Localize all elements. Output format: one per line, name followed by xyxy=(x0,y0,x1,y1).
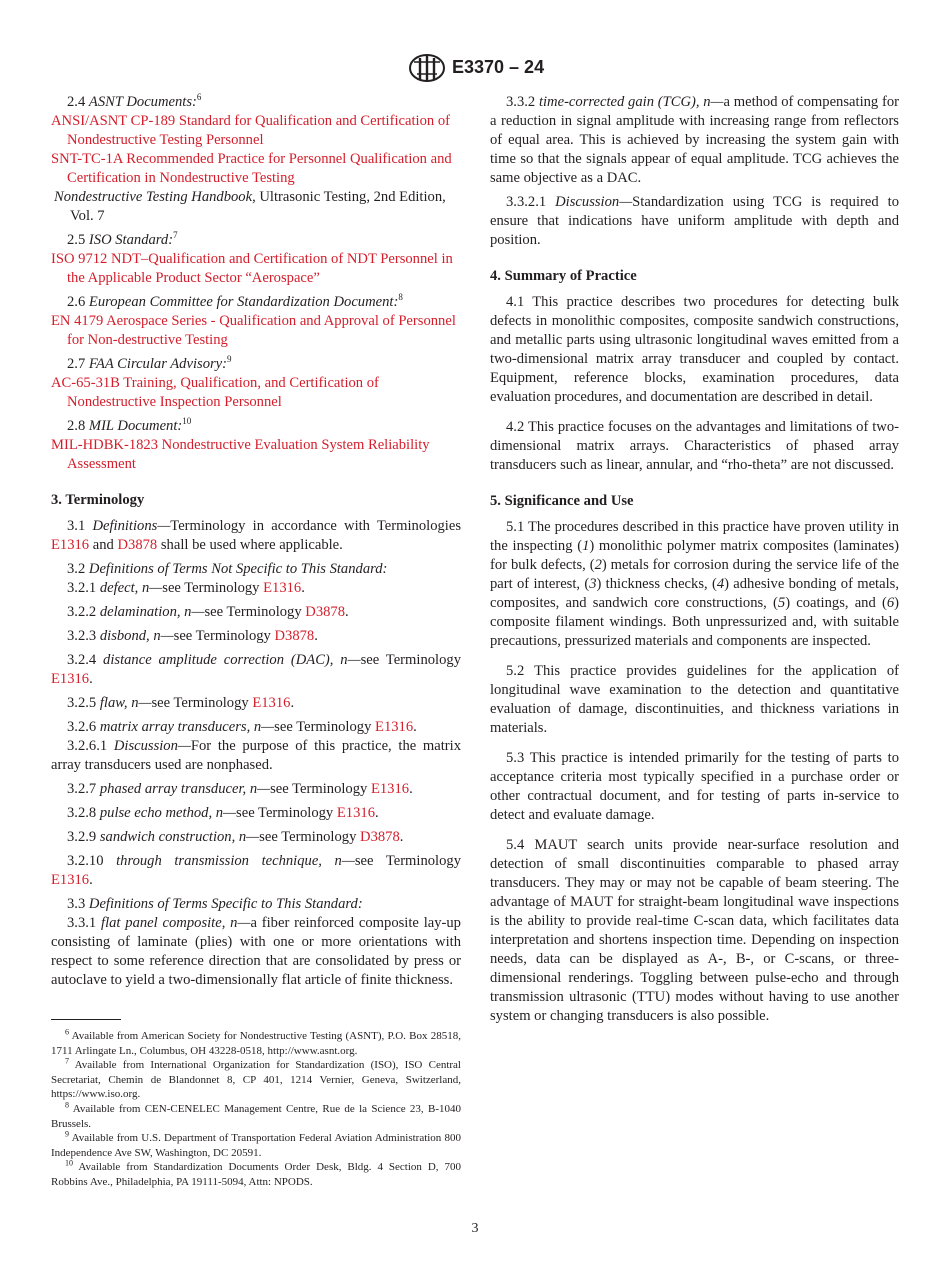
term-matrix-array: 3.2.6 matrix array transducers, n—see Terminology E1316. xyxy=(67,719,417,735)
section-5-4: 5.4 MAUT search units provide near-surface resolution and detection of small discontinuities comparable to phased array transducers. They may or may not be capable of beam steering. The advantage of MAUT for straight-beam longitudinal wave inspections is the ability to provide real-time C-scan data, which facilitates data interpretation and shortens inspection time. Depending on inspection needs, data can be displayed as A-, B-, or C-scans, or three-dimensional renderings. Toggling between pulse-echo and through transmission ultrasonic (TTU) modes without having to use another system or changing transducers is also possible. xyxy=(490,837,900,1024)
e1316-link[interactable]: E1316 xyxy=(51,537,90,553)
d3878-link[interactable]: D3878 xyxy=(305,604,346,620)
ref-en-4179: EN 4179 Aerospace Series - Qualification and Approval of Personnel for Non-destructive Testing xyxy=(51,313,456,348)
term-flaw: 3.2.5 flaw, n—see Terminology E1316. xyxy=(67,695,295,711)
right-column xyxy=(490,93,899,1031)
ref-ndt-handbook: Nondestructive Testing Handbook, Ultrasonic Testing, 2nd Edition, Vol. 7 xyxy=(54,189,446,224)
footnote: $^8$ Available from CEN-CENELEC Management Centre, Rue de la Science 23, B-1040 Brussels. xyxy=(51,1100,461,1130)
ref-mil-hdbk-1823: MIL-HDBK-1823 Nondestructive Evaluation System Reliability Assessment xyxy=(51,437,430,472)
ref-ac-65-31b: AC-65-31B Training, Qualification, and Certification of Nondestructive Inspection Personnel xyxy=(51,375,379,410)
section-5-1: 5.1 The procedures described in this practice have proven utility in the inspecting (1) monolithic polymer matrix composites (laminates) for bulk defects, (2) metals for corrosion during the service life of the part of interest, (3) thickness checks, (4) adhesive bonding of metals, composites, and sandwich core constructions, (5) coatings, and (6) composite filament windings. Both unpressurized and, with suitable precautions, pressurized materials and components are inspected. xyxy=(490,519,899,649)
e1316-link[interactable]: E1316 xyxy=(263,580,302,596)
e1316-link[interactable]: E1316 xyxy=(375,719,414,735)
term-defect: 3.2.1 defect, n—see Terminology E1316. xyxy=(67,580,305,596)
e1316-link[interactable]: E1316 xyxy=(51,671,90,687)
section-2-5: 2.5 ISO Standard:$^7$ xyxy=(67,230,178,248)
cp189-link[interactable]: ANSI/ASNT CP-189 xyxy=(51,113,176,129)
term-dac: 3.2.4 distance amplitude correction (DAC), n—see Terminology E1316. xyxy=(51,652,461,687)
footnote: $^7$ Available from International Organization for Standardization (ISO), ISO Central Secretariat, Chemin de Blandonnet 8, CP 401, 1214 Vernier, Geneva, Switzerland, https://www.iso.org. xyxy=(51,1056,461,1101)
section-4-2: 4.2 This practice focuses on the advantages and limitations of two-dimensional matrix arrays. Characteristics of phased array transducers such as linear, annular, and “rho-theta” are not discussed. xyxy=(490,419,899,473)
section-3-1: 3.1 Definitions—Terminology in accordance with Terminologies E1316 and D3878 shall be used where applicable. xyxy=(51,518,461,553)
term-delamination: 3.2.2 delamination, n—see Terminology D3878. xyxy=(67,604,349,620)
term-tcg-discussion: 3.3.2.1 Discussion—Standardization using TCG is required to ensure that indications have uniform amplitude with depth and position. xyxy=(490,194,899,248)
section-2-8: 2.8 MIL Document:$^{10}$ xyxy=(67,416,192,434)
d3878-link[interactable]: D3878 xyxy=(117,537,158,553)
astm-logo-icon xyxy=(408,53,446,83)
iso-9712-link[interactable]: ISO 9712 xyxy=(51,251,108,267)
term-flat-panel: 3.3.1 flat panel composite, n—a fiber reinforced composite lay-up consisting of laminate (plies) with one or more orientations with respect to some reference direction that are consolidated by press or autoclave to yield a two-dimensionally flat article of finite thickness. xyxy=(51,915,461,988)
term-disbond: 3.2.3 disbond, n—see Terminology D3878. xyxy=(67,628,318,644)
ref-snt-tc-1a: SNT-TC-1A Recommended Practice for Personnel Qualification and Certification in Nondestructive Testing xyxy=(51,151,452,186)
e1316-link[interactable]: E1316 xyxy=(336,805,375,821)
d3878-link[interactable]: D3878 xyxy=(274,628,315,644)
ref-iso-9712: ISO 9712 NDT–Qualification and Certification of NDT Personnel in the Applicable Product Sector “Aerospace” xyxy=(51,251,453,286)
ref-cp189: ANSI/ASNT CP-189 Standard for Qualification and Certification of Nondestructive Testing Personnel xyxy=(51,113,450,148)
footnote-rule xyxy=(51,1019,121,1020)
section-5-3: 5.3 This practice is intended primarily for the testing of parts to acceptance criteria most typically specified in a purchase order or other contractual document, and for testing of parts in-service to detect and evaluate damage. xyxy=(490,750,899,823)
section-2-6: 2.6 European Committee for Standardization Document:$^8$ xyxy=(67,292,403,310)
section-2-7: 2.7 FAA Circular Advisory:$^9$ xyxy=(67,354,232,372)
term-sandwich: 3.2.9 sandwich construction, n—see Terminology D3878. xyxy=(67,829,404,845)
section-3-3: 3.3 Definitions of Terms Specific to This Standard: xyxy=(67,896,363,912)
section-5-heading: 5. Significance and Use xyxy=(490,493,634,509)
section-2-4: 2.4 ASNT Documents:$^6$ xyxy=(67,92,202,110)
footnote: $^9$ Available from U.S. Department of Transportation Federal Aviation Administration 800 Independence Ave SW, Washington, DC 20591. xyxy=(51,1129,461,1159)
e1316-link[interactable]: E1316 xyxy=(370,781,410,797)
footnotes xyxy=(51,1029,461,1190)
page-number: 3 xyxy=(471,1221,479,1236)
term-tcg: 3.3.2 time-corrected gain (TCG), n—a method of compensating for a reduction in signal amplitude with increasing range from reflectors of equal area. This is achieved by increasing the system gain with time so that the signals appear of equal amplitude. TCG achieves the same objective as a DAC. xyxy=(490,94,899,186)
mil-hdbk-1823-link[interactable]: MIL-HDBK-1823 xyxy=(51,437,159,453)
term-through-transmission: 3.2.10 through transmission technique, n—see Terminology E1316. xyxy=(51,853,461,888)
footnote: $^6$ Available from American Society for Nondestructive Testing (ASNT), P.O. Box 28518, 1711 Arlingate Ln., Columbus, OH 43228-0518, http://www.asnt.org. xyxy=(51,1027,461,1057)
d3878-link[interactable]: D3878 xyxy=(360,829,400,845)
document-id: E3370 – 24 xyxy=(452,57,545,77)
left-column xyxy=(51,93,461,995)
page-header xyxy=(0,57,950,87)
section-4-1: 4.1 This practice describes two procedures for detecting bulk defects in monolithic composites, composite sandwich constructions, and metallic parts using ultrasonic longitudinal waves emitted from a two-dimensional matrix array transducer and coupled by contact. Equipment, reference blocks, examination procedures, data evaluation procedures, and documentation are described in detail. xyxy=(490,294,899,405)
term-matrix-array-discussion: 3.2.6.1 Discussion—For the purpose of this practice, the matrix array transducers used are nonphased. xyxy=(51,738,461,773)
section-3-heading: 3. Terminology xyxy=(51,492,145,508)
section-4-heading: 4. Summary of Practice xyxy=(490,268,637,284)
en-4179-link[interactable]: EN 4179 xyxy=(51,313,104,329)
section-3-2: 3.2 Definitions of Terms Not Specific to This Standard: xyxy=(67,561,388,577)
snt-tc-1a-link[interactable]: SNT-TC-1A xyxy=(51,151,123,167)
term-phased-array: 3.2.7 phased array transducer, n—see Terminology E1316. xyxy=(67,781,413,797)
footnote: $^{10}$ Available from Standardization Documents Order Desk, Bldg. 4 Section D, 700 Robbins Ave., Philadelphia, PA 19111-5094, Attn: NPODS. xyxy=(51,1158,461,1188)
term-pulse-echo: 3.2.8 pulse echo method, n—see Terminology E1316. xyxy=(67,805,379,821)
ac-65-31b-link[interactable]: AC-65-31B xyxy=(51,375,120,391)
e1316-link[interactable]: E1316 xyxy=(252,695,291,711)
section-5-2: 5.2 This practice provides guidelines for the application of longitudinal wave examination to the detection and quantitative evaluation of damage, discontinuities, and thickness variations in materials. xyxy=(490,663,899,736)
e1316-link[interactable]: E1316 xyxy=(51,872,90,888)
